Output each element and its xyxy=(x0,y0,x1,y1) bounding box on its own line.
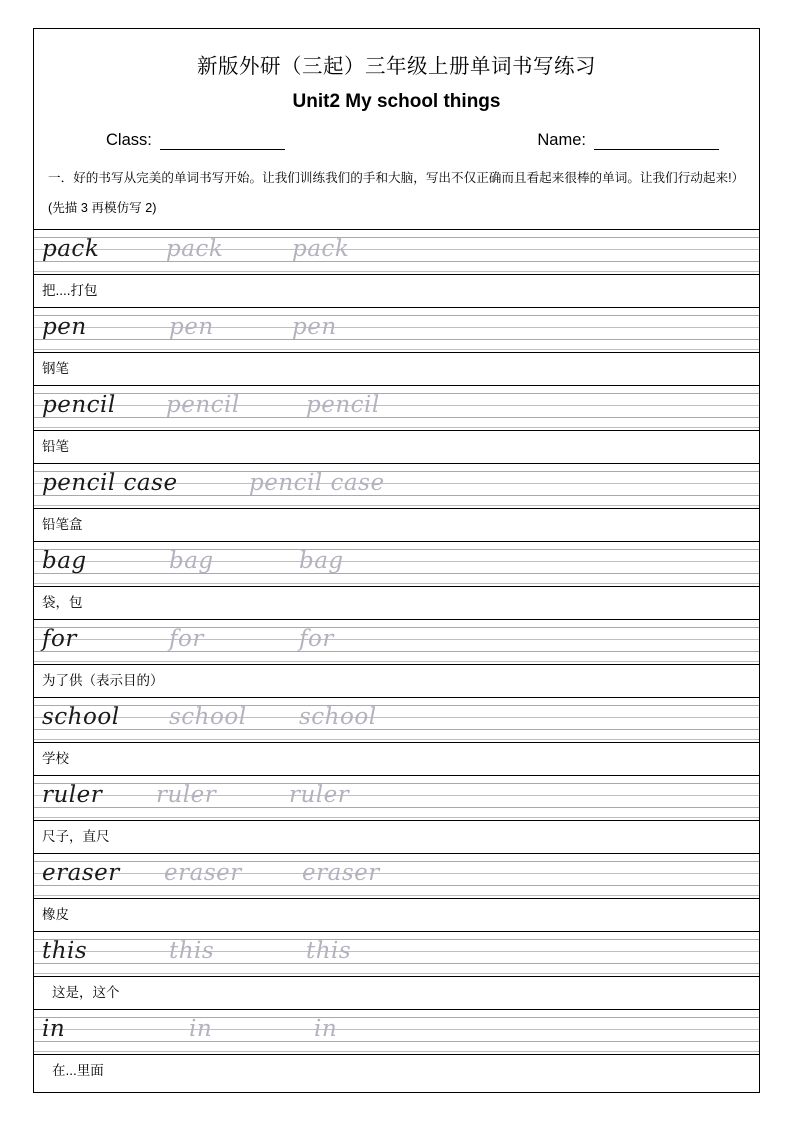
word-rows xyxy=(34,229,759,1087)
word-row xyxy=(34,307,759,385)
word-trace-2: pen xyxy=(292,314,337,341)
word-samples xyxy=(34,308,759,352)
word-samples xyxy=(34,620,759,664)
word-row xyxy=(34,775,759,853)
word-trace-1: this xyxy=(169,938,215,965)
word-samples xyxy=(34,776,759,820)
word-trace-2: eraser xyxy=(302,860,380,887)
word-trace-1: pen xyxy=(169,314,214,341)
writing-area[interactable] xyxy=(34,1010,759,1054)
word-trace-2: bag xyxy=(299,548,344,575)
word-samples xyxy=(34,230,759,274)
word-row xyxy=(34,541,759,619)
writing-area[interactable] xyxy=(34,932,759,976)
word-model: for xyxy=(42,626,77,653)
word-trace-2: pencil xyxy=(306,392,380,419)
writing-area[interactable] xyxy=(34,386,759,430)
word-model: this xyxy=(42,938,88,965)
word-trace-2: school xyxy=(299,704,377,731)
word-row xyxy=(34,463,759,541)
writing-area[interactable] xyxy=(34,698,759,742)
word-trace-1: eraser xyxy=(164,860,242,887)
word-samples xyxy=(34,698,759,742)
instructions-text: 一．好的书写从完美的单词书写开始。让我们训练我们的手和大脑，写出不仅正确而且看起来很棒的单词。让我们行动起来!）(先描 3 再模仿写 2) xyxy=(48,171,745,215)
word-trace-2: in xyxy=(314,1016,338,1043)
word-meaning: 铅笔 xyxy=(34,430,759,463)
word-trace-1: in xyxy=(189,1016,213,1043)
word-samples xyxy=(34,854,759,898)
writing-area[interactable] xyxy=(34,854,759,898)
word-model: school xyxy=(42,704,120,731)
class-label: Class: xyxy=(106,131,152,149)
word-samples xyxy=(34,464,759,508)
word-model: ruler xyxy=(42,782,103,809)
writing-area[interactable] xyxy=(34,776,759,820)
worksheet-border xyxy=(33,28,760,1093)
word-model: eraser xyxy=(42,860,120,887)
word-trace-1: bag xyxy=(169,548,214,575)
unit-subtitle: Unit2 My school things xyxy=(292,91,501,112)
word-meaning: 橡皮 xyxy=(34,898,759,931)
writing-area[interactable] xyxy=(34,464,759,508)
word-row xyxy=(34,385,759,463)
word-trace-1: pencil case xyxy=(249,470,385,497)
word-trace-1: pack xyxy=(166,236,224,263)
word-trace-2: for xyxy=(299,626,334,653)
word-trace-1: school xyxy=(169,704,247,731)
writing-area[interactable] xyxy=(34,620,759,664)
word-samples xyxy=(34,1010,759,1054)
word-row xyxy=(34,697,759,775)
name-input-line[interactable] xyxy=(594,133,719,150)
word-trace-2: this xyxy=(306,938,352,965)
word-meaning: 把....打包 xyxy=(34,274,759,307)
word-samples xyxy=(34,542,759,586)
word-row xyxy=(34,229,759,307)
word-meaning: 铅笔盒 xyxy=(34,508,759,541)
word-model: bag xyxy=(42,548,87,575)
writing-area[interactable] xyxy=(34,230,759,274)
word-samples xyxy=(34,386,759,430)
word-trace-2: pack xyxy=(292,236,350,263)
word-model: in xyxy=(42,1016,66,1043)
word-meaning: 学校 xyxy=(34,742,759,775)
word-meaning: 在...里面 xyxy=(34,1054,759,1087)
word-meaning: 尺子，直尺 xyxy=(34,820,759,853)
class-input-line[interactable] xyxy=(160,133,285,150)
writing-area[interactable] xyxy=(34,542,759,586)
word-row xyxy=(34,1009,759,1087)
word-trace-1: for xyxy=(169,626,204,653)
word-meaning: 袋，包 xyxy=(34,586,759,619)
name-label: Name: xyxy=(537,131,586,149)
word-model: pen xyxy=(42,314,87,341)
word-trace-1: pencil xyxy=(166,392,240,419)
student-info-row xyxy=(34,131,759,150)
word-model: pack xyxy=(42,236,100,263)
word-trace-1: ruler xyxy=(156,782,217,809)
word-model: pencil xyxy=(42,392,116,419)
page-title: 新版外研（三起）三年级上册单词书写练习 xyxy=(197,55,596,78)
word-row xyxy=(34,619,759,697)
word-meaning: 这是，这个 xyxy=(34,976,759,1009)
word-trace-2: ruler xyxy=(289,782,350,809)
word-meaning: 钢笔 xyxy=(34,352,759,385)
word-model: pencil case xyxy=(42,470,178,497)
writing-area[interactable] xyxy=(34,308,759,352)
word-row xyxy=(34,931,759,1009)
word-samples xyxy=(34,932,759,976)
word-row xyxy=(34,853,759,931)
word-meaning: 为了供（表示目的） xyxy=(34,664,759,697)
